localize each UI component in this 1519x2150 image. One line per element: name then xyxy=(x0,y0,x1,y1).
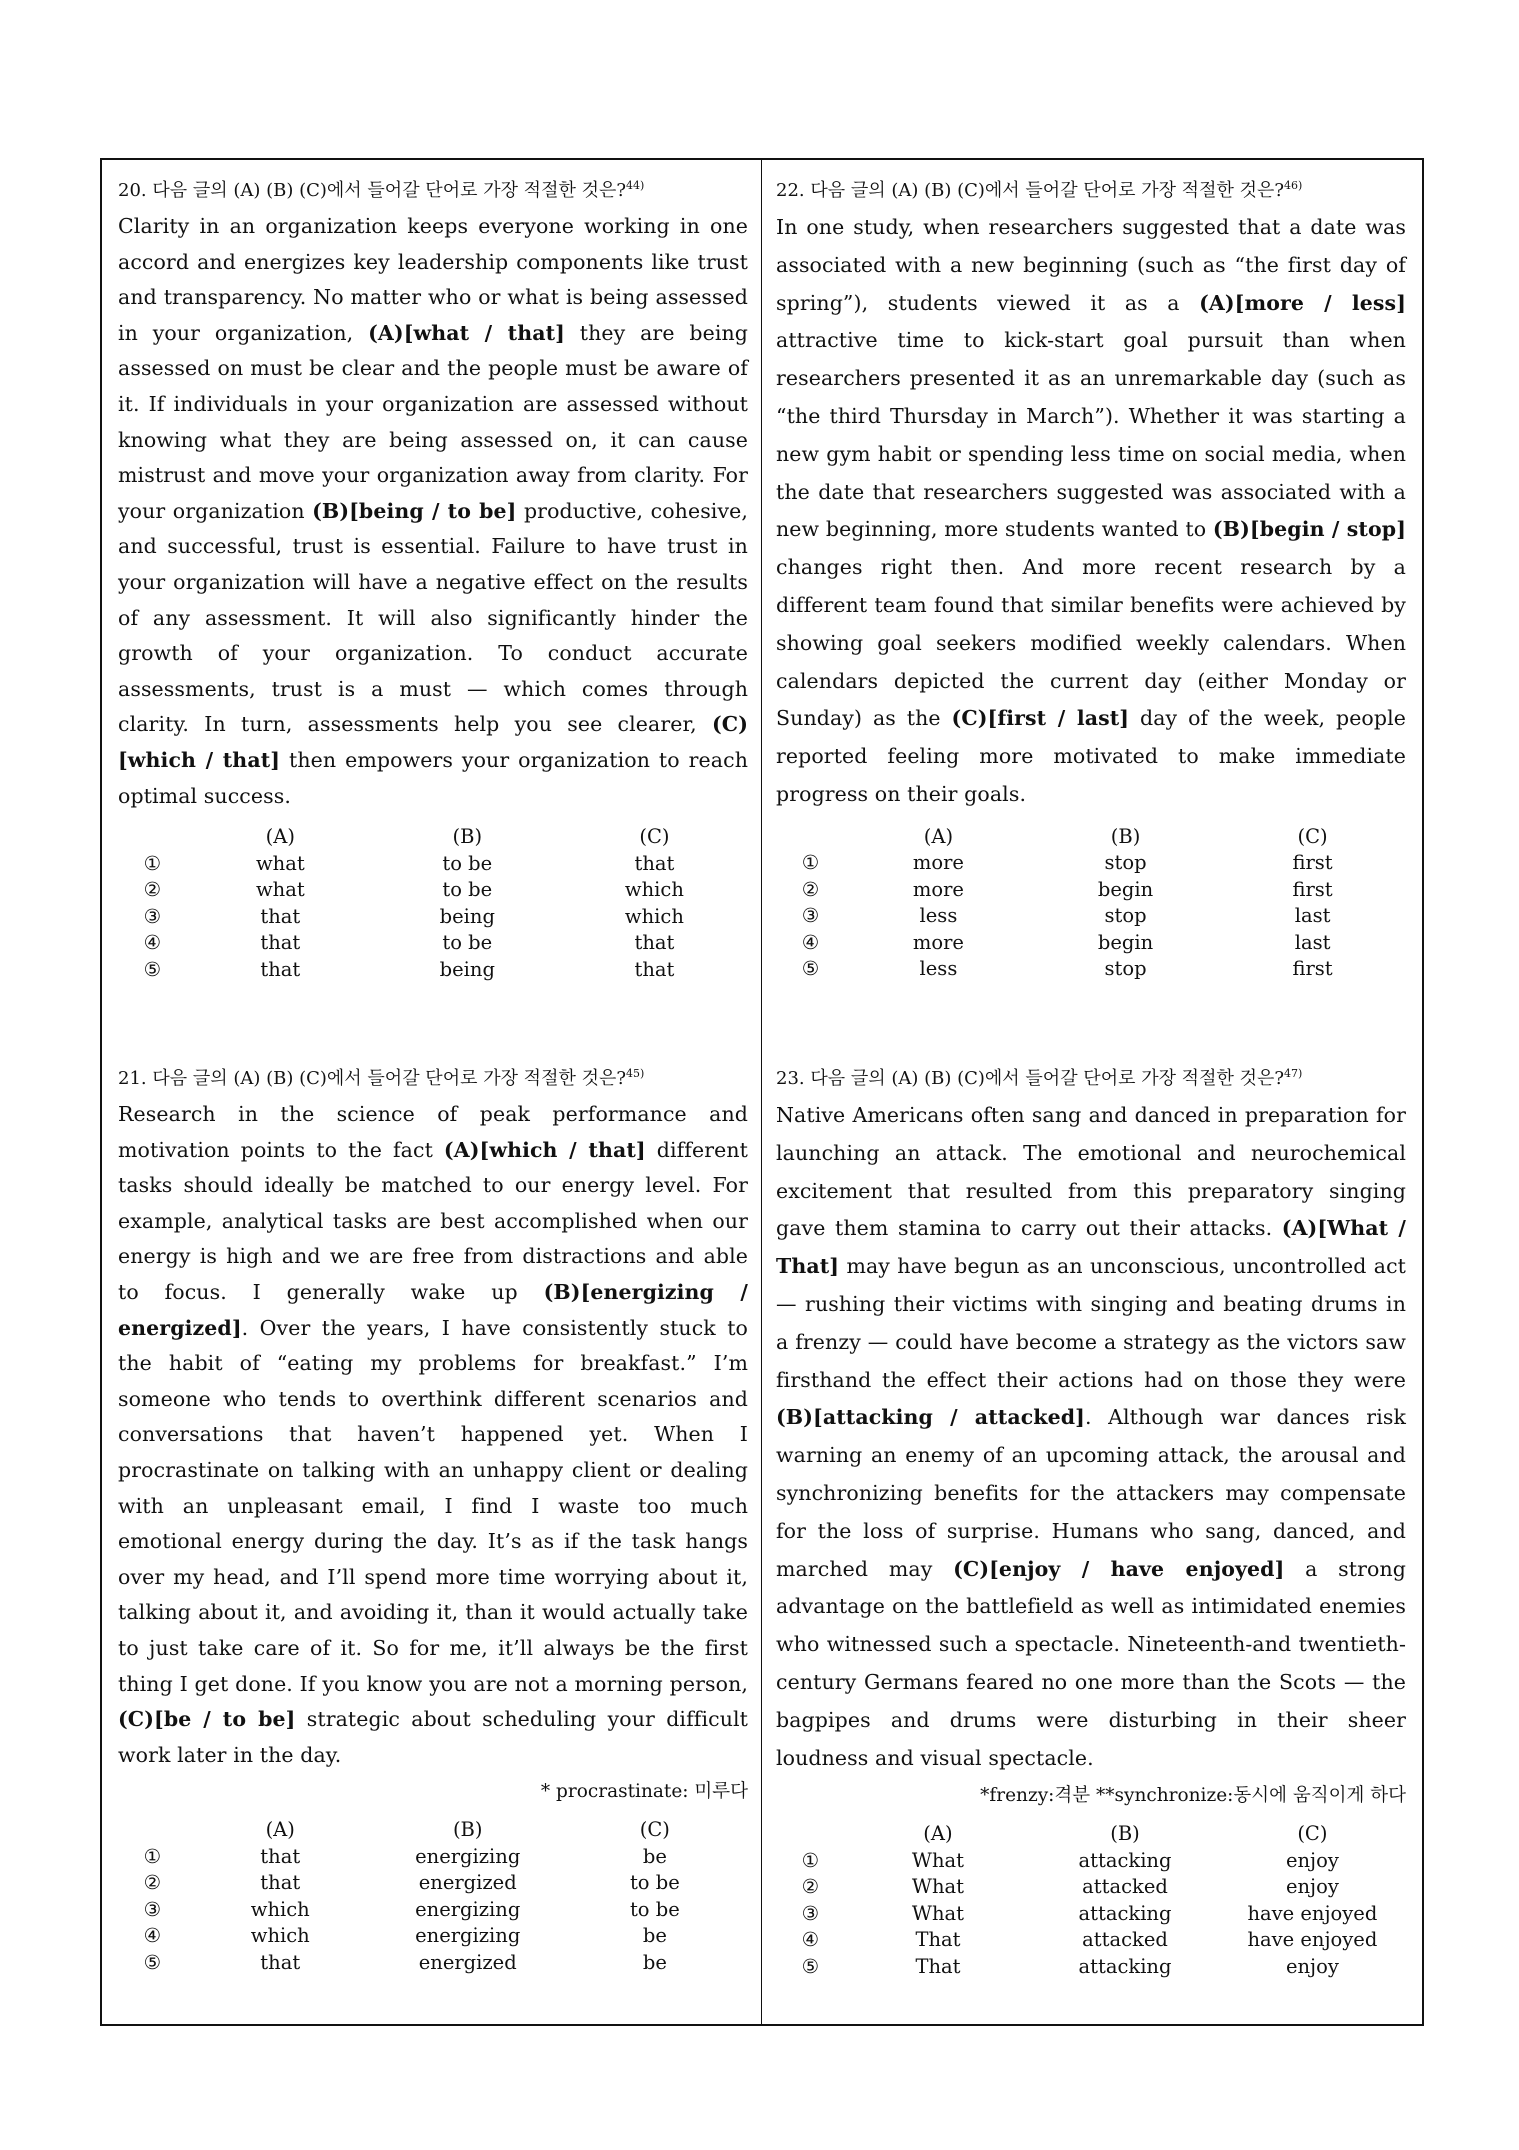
choice-cell: to be xyxy=(629,1897,680,1921)
question-23 xyxy=(776,1060,1406,1980)
choice-number: ② xyxy=(801,877,820,901)
choice-cell: that xyxy=(260,957,301,981)
answer-choices xyxy=(776,824,1406,983)
choice-number: ⑤ xyxy=(143,957,162,981)
choice-cell: to be xyxy=(442,931,493,955)
question-title xyxy=(776,1060,1406,1093)
choice-number: ⑤ xyxy=(143,1950,162,1974)
question-title-text: 23. 다음 글의 (A) (B) (C)에서 들어갈 단어로 가장 적절한 것은? xyxy=(776,1068,1284,1089)
choice-cell: to be xyxy=(442,878,493,902)
choice-cell: be xyxy=(642,1844,667,1868)
passage xyxy=(776,1097,1406,1777)
passage-text: . Over the years, I have consistently stuck to the habit of “eating my problems for breakfast.” I’m someone who tends to overthink different scenarios and conversations that haven’t happened yet. When I procrastinate on talking with an unhappy client or dealing with an unpleasant email, I find I waste too much emotional energy during the day. It’s as if the task hangs over my head, and I’ll spend more time worrying about it, talking about it, and avoiding it, than it would actually take to just take care of it. So for me, it’ll always be the first thing I get done. If you know you are not a morning person, xyxy=(118,1315,748,1696)
choice-number: ② xyxy=(143,878,162,902)
choice-cell: that xyxy=(260,931,301,955)
choice-row[interactable] xyxy=(118,1870,748,1897)
footnote: * procrastinate: 미루다 xyxy=(540,1781,748,1803)
question-title-text: 21. 다음 글의 (A) (B) (C)에서 들어갈 단어로 가장 적절한 것은? xyxy=(118,1068,626,1089)
blank-options: (C)[enjoy / have enjoyed] xyxy=(953,1556,1285,1581)
choice-cell: That xyxy=(915,1928,961,1952)
choice-header: (C) xyxy=(639,1818,670,1842)
footnote-ref: 44) xyxy=(626,179,645,192)
choice-cell: being xyxy=(439,904,495,928)
choice-cell: being xyxy=(439,957,495,981)
choice-cell: which xyxy=(624,904,684,928)
choice-number: ③ xyxy=(801,1901,820,1925)
choice-cell: more xyxy=(912,930,964,954)
passage-text: day of the week, people reported feeling more motivated to make immediate progress on their goals. xyxy=(776,706,1406,806)
choice-row[interactable] xyxy=(776,1954,1406,1981)
choice-row[interactable] xyxy=(118,957,748,984)
choice-row[interactable] xyxy=(776,956,1406,983)
choice-cell: attacking xyxy=(1078,1848,1172,1872)
question-21 xyxy=(118,1060,748,1976)
choice-header: (A) xyxy=(265,1818,295,1842)
choice-cell: what xyxy=(255,878,305,902)
passage-text: changes right then. And more recent research by a different team found that similar benefits were achieved by showing goal seekers modified weekly calendars. When calendars depicted the current day (either Monday or Sunday) as the xyxy=(776,555,1406,731)
passage-text: strategic about scheduling your difficult work later in the day. xyxy=(118,1707,748,1767)
passage xyxy=(118,1097,748,1773)
choice-cell: last xyxy=(1294,904,1331,928)
passage-text: may have begun as an unconscious, uncontrolled act — rushing their victims with singing and beating drums in a frenzy — could have become a strategy as the victors saw firsthand the effect their actions had on those they were xyxy=(776,1254,1406,1392)
choice-cell: first xyxy=(1292,877,1333,901)
choice-row[interactable] xyxy=(776,1848,1406,1875)
choice-number: ③ xyxy=(143,1897,162,1921)
choice-number: ④ xyxy=(801,1928,820,1952)
choice-number: ③ xyxy=(143,904,162,928)
passage-text: they are being assessed on must be clear and the people must be aware of it. If individuals in your organization are assessed without knowing what they are being assessed on, it can cause mistrust and move your organization away from clarity. For your organization xyxy=(118,320,749,523)
choice-row[interactable] xyxy=(776,850,1406,877)
passage-text: Native Americans often sang and danced in preparation for launching an attack. The emotional and neurochemical excitement that resulted from this preparatory singing gave them stamina to carry out their attacks. xyxy=(776,1103,1406,1241)
choice-cell: that xyxy=(260,904,301,928)
choice-cell: to be xyxy=(442,851,493,875)
choice-cell: which xyxy=(250,1924,310,1948)
choice-number: ④ xyxy=(801,930,820,954)
choice-cell: more xyxy=(912,877,964,901)
choice-number: ④ xyxy=(143,931,162,955)
choice-row[interactable] xyxy=(118,930,748,957)
choice-number: ① xyxy=(143,1844,162,1868)
choice-cell: have enjoyed xyxy=(1247,1928,1378,1952)
choice-row[interactable] xyxy=(118,1950,748,1977)
blank-options: (C)[first / last] xyxy=(951,706,1130,731)
choice-header: (C) xyxy=(1297,1822,1328,1846)
choice-cell: enjoy xyxy=(1285,1954,1339,1978)
choice-number: ⑤ xyxy=(801,1954,820,1978)
choice-number: ① xyxy=(801,851,820,875)
choice-row[interactable] xyxy=(118,877,748,904)
choice-cell: begin xyxy=(1097,877,1154,901)
choice-row[interactable] xyxy=(776,903,1406,930)
question-title xyxy=(118,172,748,205)
choice-cell: that xyxy=(260,1871,301,1895)
answer-choices xyxy=(118,824,748,983)
passage-text: Clarity in an organization keeps everyone working in one accord and energizes key leadership components like trust and transparency. No matter who or what is being assessed in your organization, xyxy=(118,214,748,345)
choice-cell: energizing xyxy=(415,1897,521,1921)
question-title xyxy=(118,1060,748,1093)
choice-cell: that xyxy=(634,957,675,981)
passage-text: a strong advantage on the battlefield as well as intimidated enemies who witnessed such a spectacle. Nineteenth-and twentieth-century Germans feared no one more than the Scots — the bagpipes and drums were disturbing in their sheer loudness and visual spectacle. xyxy=(776,1556,1406,1770)
choice-cell: stop xyxy=(1104,851,1147,875)
choice-cell: first xyxy=(1292,851,1333,875)
blank-options: (B)[begin / stop] xyxy=(1212,517,1406,542)
question-title-text: 22. 다음 글의 (A) (B) (C)에서 들어갈 단어로 가장 적절한 것은? xyxy=(776,180,1284,201)
choice-cell: energized xyxy=(418,1871,517,1895)
choice-cell: last xyxy=(1294,930,1331,954)
choice-cell: attacking xyxy=(1078,1954,1172,1978)
choice-cell: which xyxy=(250,1897,310,1921)
choice-cell: begin xyxy=(1097,930,1154,954)
choice-cell: energized xyxy=(418,1950,517,1974)
passage-text: Research in the science of peak performance and motivation points to the fact xyxy=(118,1102,748,1162)
blank-options: (A)[more / less] xyxy=(1199,290,1406,315)
passage-text: productive, cohesive, and successful, trust is essential. Failure to have trust in your organization will have a negative effect on the results of any assessment. It will also significantly hinder the growth of your organization. To conduct accurate assessments, trust is a must — which comes through clarity. In turn, assessments help you see clearer, xyxy=(118,498,748,737)
choice-cell: stop xyxy=(1104,957,1147,981)
choice-cell: what xyxy=(255,851,305,875)
choice-cell: less xyxy=(919,904,958,928)
passage-text: different tasks should ideally be matched to our energy level. For example, analytical tasks are best accomplished when our energy is high and we are free from distractions and able to focus. I generally wake up xyxy=(118,1137,748,1304)
choice-cell: be xyxy=(642,1950,667,1974)
blank-options: (A)[What / That] xyxy=(776,1216,1406,1279)
choice-cell: that xyxy=(634,851,675,875)
choice-row[interactable] xyxy=(776,877,1406,904)
choice-row[interactable] xyxy=(118,1897,748,1924)
choice-header: (B) xyxy=(452,1818,483,1842)
choice-cell: which xyxy=(624,878,684,902)
choice-number: ① xyxy=(143,851,162,875)
choice-cell: have enjoyed xyxy=(1247,1901,1378,1925)
passage xyxy=(118,209,748,814)
footnote: *frenzy:격분 **synchronize:동시에 움직이게 하다 xyxy=(980,1785,1406,1807)
passage-text: . Although war dances risk warning an enemy of an upcoming attack, the arousal and synchronizing benefits for the attackers may compensate for the loss of surprise. Humans who sang, danced, and marched may xyxy=(776,1405,1407,1581)
choice-cell: What xyxy=(911,1901,964,1925)
choice-cell: that xyxy=(634,931,675,955)
footnote-ref: 47) xyxy=(1284,1067,1303,1080)
column-divider xyxy=(761,160,762,2024)
blank-options: (A)[what / that] xyxy=(368,320,565,345)
footnote-ref: 46) xyxy=(1284,179,1303,192)
question-20 xyxy=(118,172,748,983)
blank-options: (B)[being / to be] xyxy=(312,498,517,523)
choice-cell: attacked xyxy=(1082,1928,1168,1952)
choice-cell: be xyxy=(642,1924,667,1948)
choice-cell: that xyxy=(260,1950,301,1974)
choice-cell: less xyxy=(919,957,958,981)
question-title xyxy=(776,172,1406,205)
answer-choices xyxy=(118,1817,748,1976)
choice-cell: more xyxy=(912,851,964,875)
choice-cell: energizing xyxy=(415,1924,521,1948)
choice-number: ① xyxy=(801,1848,820,1872)
choice-header: (C) xyxy=(639,825,670,849)
choice-cell: enjoy xyxy=(1285,1848,1339,1872)
choice-cell: that xyxy=(260,1844,301,1868)
blank-options: (A)[which / that] xyxy=(443,1137,646,1162)
choice-number: ④ xyxy=(143,1924,162,1948)
question-22 xyxy=(776,172,1406,983)
blank-options: (B)[energizing / energized] xyxy=(118,1279,748,1340)
choice-number: ② xyxy=(801,1875,820,1899)
choice-cell: first xyxy=(1292,957,1333,981)
choice-header: (C) xyxy=(1297,824,1328,848)
choice-header: (B) xyxy=(1110,824,1141,848)
choice-cell: What xyxy=(911,1875,964,1899)
footnote-ref: 45) xyxy=(626,1067,645,1080)
choice-cell: stop xyxy=(1104,904,1147,928)
choice-row[interactable] xyxy=(776,1874,1406,1901)
choice-header: (A) xyxy=(923,1822,953,1846)
blank-options: (C)[which / that] xyxy=(118,712,748,772)
passage-text: attractive time to kick-start goal pursuit than when researchers presented it as an unremarkable day (such as “the third Thursday in March”). Whether it was starting a new gym habit or spending less time on social media, when the date that researchers suggested was associated with a new beginning, more students wanted to xyxy=(776,328,1406,542)
passage-text: In one study, when researchers suggested that a date was associated with a new beginning (such as “the first day of spring”), students viewed it as a xyxy=(776,215,1406,315)
choice-cell: to be xyxy=(629,1871,680,1895)
choice-header: (B) xyxy=(1110,1822,1140,1846)
choice-row[interactable] xyxy=(118,904,748,931)
passage-text: then empowers your organization to reach optimal success. xyxy=(118,747,748,808)
answer-choices xyxy=(776,1821,1406,1980)
choice-row[interactable] xyxy=(776,1901,1406,1928)
choice-row[interactable] xyxy=(118,1844,748,1871)
choice-header: (B) xyxy=(452,825,483,849)
choice-row[interactable] xyxy=(118,851,748,878)
choice-cell: attacking xyxy=(1078,1901,1172,1925)
passage xyxy=(776,209,1406,814)
choice-header: (A) xyxy=(265,825,295,849)
choice-cell: What xyxy=(911,1848,964,1872)
choice-number: ③ xyxy=(801,904,820,928)
choice-row[interactable] xyxy=(776,1927,1406,1954)
choice-row[interactable] xyxy=(118,1923,748,1950)
choice-cell: attacked xyxy=(1082,1875,1168,1899)
choice-cell: enjoy xyxy=(1285,1875,1339,1899)
choice-row[interactable] xyxy=(776,930,1406,957)
question-title-text: 20. 다음 글의 (A) (B) (C)에서 들어갈 단어로 가장 적절한 것은? xyxy=(118,180,626,201)
choice-number: ⑤ xyxy=(801,957,820,981)
choice-header: (A) xyxy=(923,824,954,848)
blank-options: (B)[attacking / attacked] xyxy=(776,1405,1085,1430)
choice-cell: energizing xyxy=(415,1844,521,1868)
choice-cell: That xyxy=(915,1954,961,1978)
choice-number: ② xyxy=(143,1871,162,1895)
blank-options: (C)[be / to be] xyxy=(118,1707,296,1732)
